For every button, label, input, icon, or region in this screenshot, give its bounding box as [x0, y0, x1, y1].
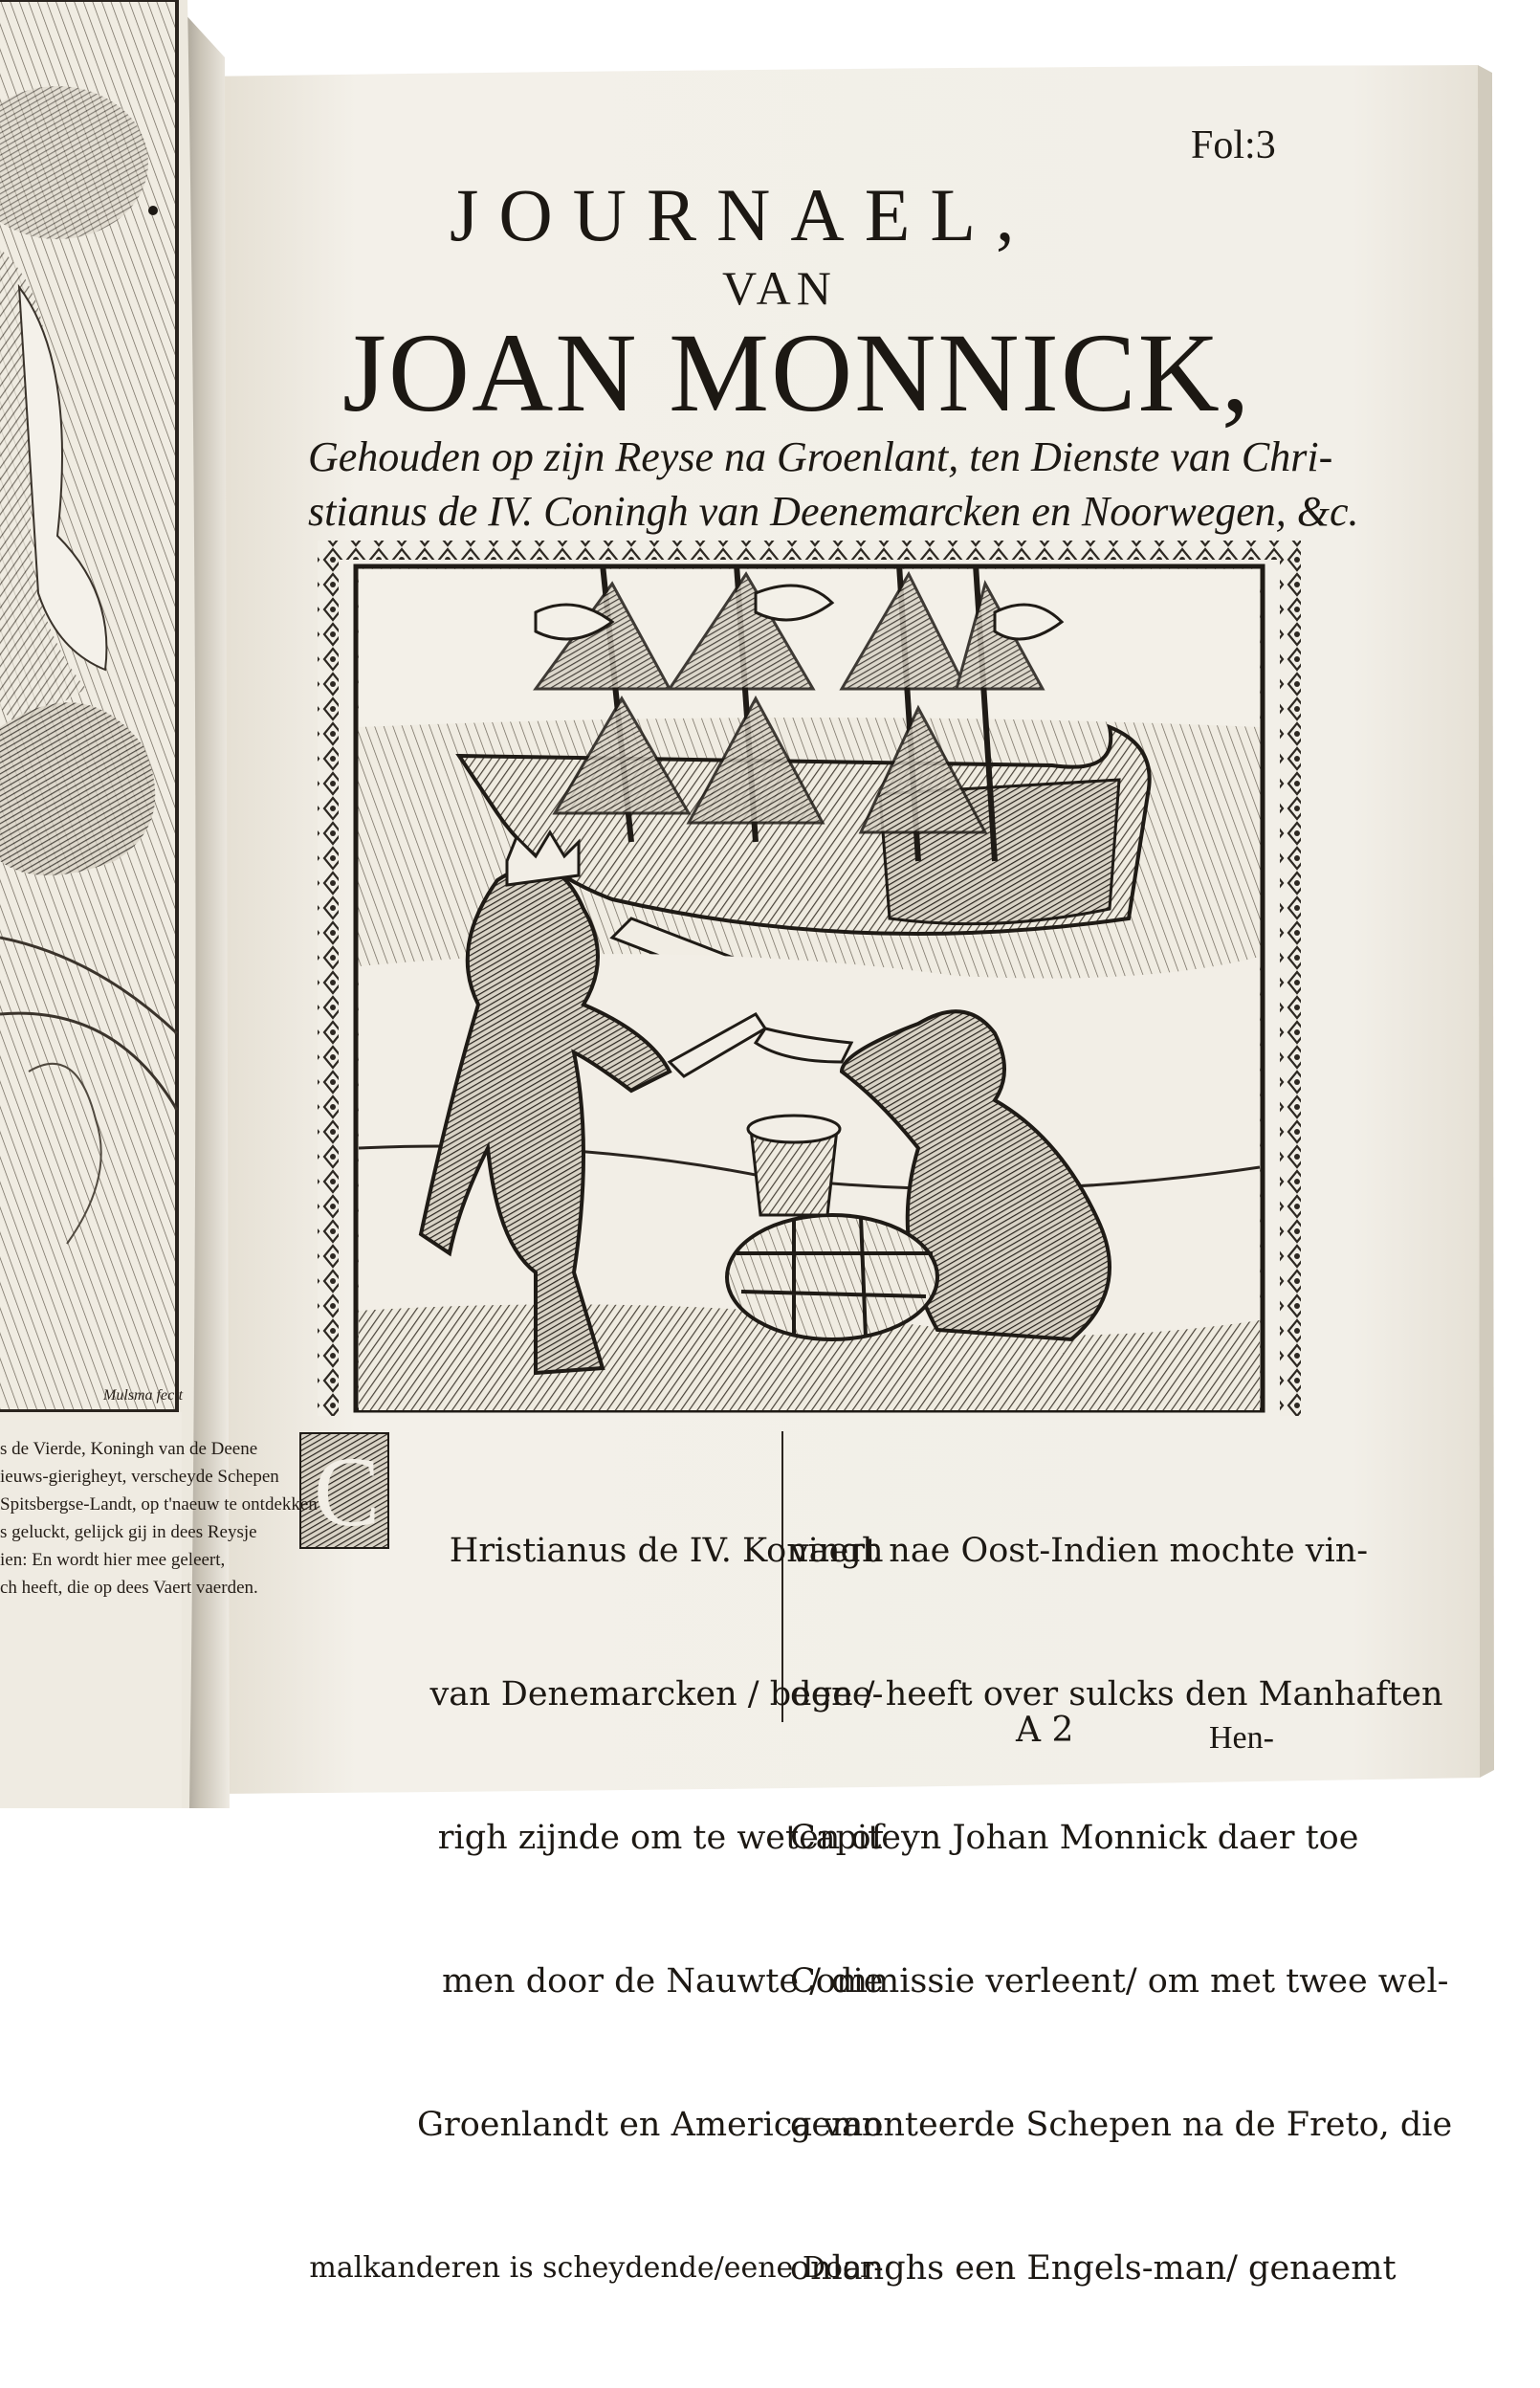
left-line: righ zijnde om te weten of [437, 1819, 884, 1857]
caption-line: Spitsbergse-Landt, op t'naeuw te ontdekken [0, 1494, 318, 1515]
drop-cap: C [314, 1437, 381, 1547]
folio-number: Fol:3 [1191, 123, 1276, 167]
caption-line: ien: En wordt hier mee geleert, [0, 1550, 226, 1570]
text-column-right [790, 1431, 1452, 2388]
subtitle-line-2: stianus de IV. Coningh van Deenemarcken en Noorwegen, &c. [308, 488, 1359, 535]
right-line: den / heeft over sulcks den Manhaften [790, 1675, 1443, 1714]
left-line: van Denemarcken / begee- [429, 1675, 884, 1714]
caption-line: ieuws-gierigheyt, verscheyde Schepen [0, 1467, 279, 1487]
signature-mark: A 2 [1016, 1711, 1074, 1750]
title-journael: JOURNAEL, [450, 173, 1035, 256]
left-line: men door de Nauwte / die [442, 1962, 884, 2001]
right-line: gemonteerde Schepen na de Freto, die [790, 2106, 1453, 2144]
title-van: VAN [722, 261, 837, 315]
caption-line: s de Vierde, Koningh van de Deene [0, 1439, 258, 1459]
right-line: Commissie verleent/ om met twee wel- [790, 1962, 1449, 2001]
right-line: vaert nae Oost-Indien mochte vin- [790, 1532, 1369, 1570]
left-line: malkanderen is scheydende/eene Door- [309, 2251, 884, 2285]
facing-page-caption [0, 1435, 318, 1602]
catchword: Hen- [1209, 1720, 1274, 1756]
engraver-signature: Mulsma fecit [103, 1387, 184, 1404]
title-author: JOAN MONNICK, [342, 310, 1252, 435]
left-line: Hristianus de IV. Koningh [449, 1532, 884, 1570]
left-line: Groenlandt en America van [417, 2106, 884, 2144]
caption-line: ch heeft, die op dees Vaert vaerden. [0, 1578, 258, 1598]
right-line: onlanghs een Engels-man/ genaemt [790, 2249, 1397, 2288]
subtitle-line-1: Gehouden op zijn Reyse na Groenlant, ten Dienste van Chri- [308, 433, 1333, 480]
caption-line: s geluckt, gelijck gij in dees Reysje [0, 1522, 257, 1542]
right-line: Capiteyn Johan Monnick daer toe [790, 1819, 1359, 1857]
